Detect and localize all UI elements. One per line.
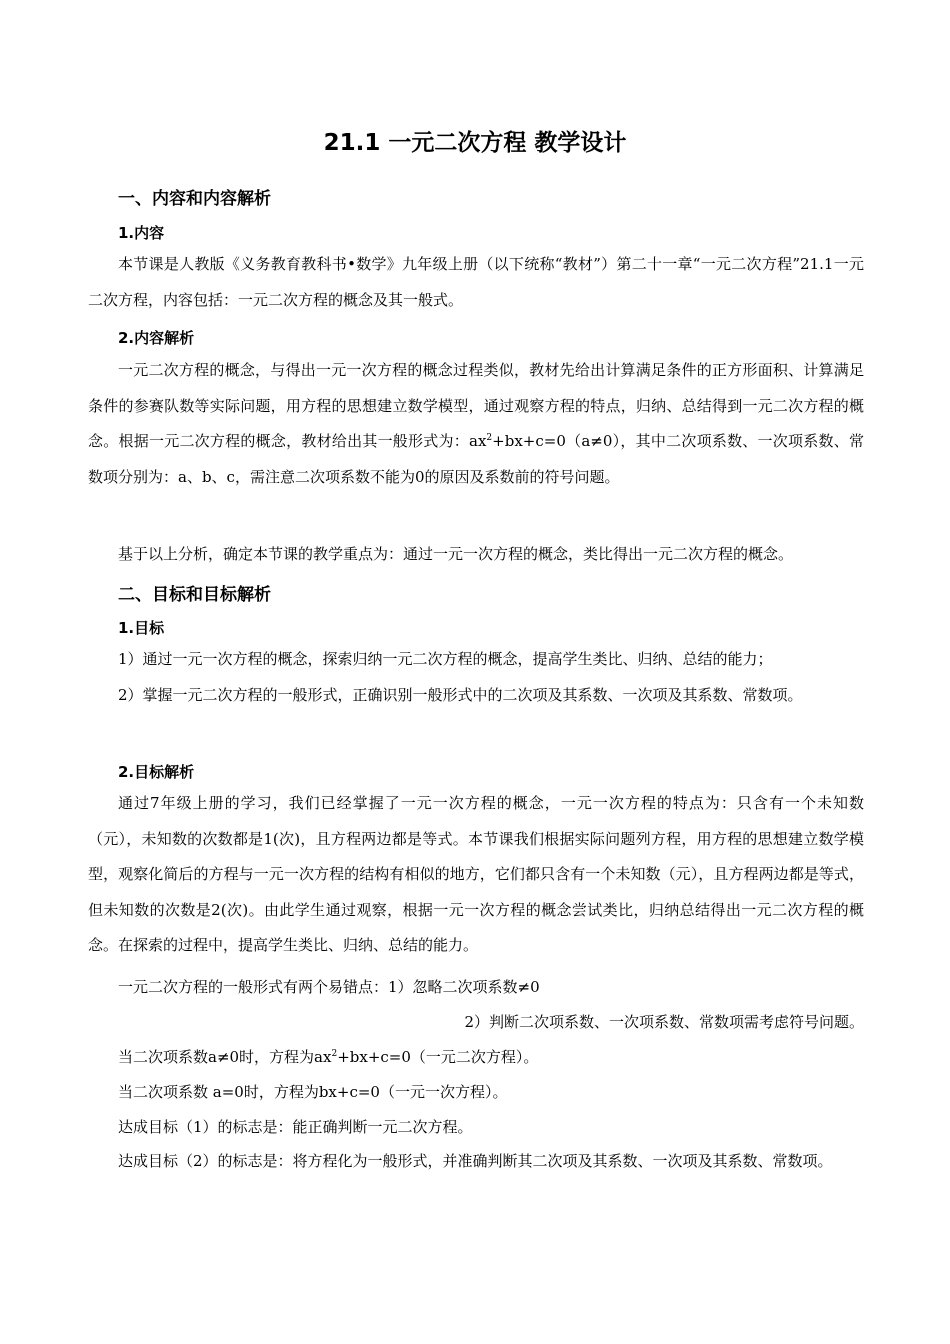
goal-1: 1）通过一元一次方程的概念，探索归纳一元二次方程的概念，提高学生类比、归纳、总结的能力； [118, 650, 773, 668]
section2-sub1-heading: 1.目标 [118, 619, 165, 637]
case-quadratic [118, 1046, 538, 1067]
section1-heading: 一、内容和内容解析 [118, 189, 271, 209]
goal-mark-2: 达成目标（2）的标志是：将方程化为一般形式，并准确判断其二次项及其系数、一次项及其系数、常数项。 [118, 1152, 833, 1170]
section1-analysis-paragraph [88, 353, 864, 495]
error-point-line1: 一元二次方程的一般形式有两个易错点：1）忽略二次项系数≠0 [118, 978, 540, 996]
section1-sub1-heading: 1.内容 [118, 224, 165, 242]
analysis-text-part2: +bx+c=0（a≠0），其中二次项系数、一次项系数、常数项分别为：a、b、c，需注意二次项系数不能为0的原因及系数前的符号问题。 [88, 432, 864, 486]
document-title: 21.1 一元二次方程 教学设计 [323, 130, 627, 156]
section2-sub2-heading: 2.目标解析 [118, 763, 195, 781]
error-point-line2: 2）判断二次项系数、一次项系数、常数项需考虑符号问题。 [464, 1013, 864, 1031]
case1-superscript: 2 [331, 1049, 338, 1059]
goal-2: 2）掌握一元二次方程的一般形式，正确识别一般形式中的二次项及其系数、一次项及其系数、常数项。 [118, 686, 803, 704]
case1-text-a: 当二次项系数a≠0时，方程为ax [118, 1048, 332, 1066]
analysis-text-part1: 一元二次方程的概念，与得出一元一次方程的概念过程类似，教材先给出计算满足条件的正方形面积、计算满足条件的参赛队数等实际问题，用方程的思想建立数学模型，通过观察方程的特点，归纳、总结得到一元二次方程的概念。根据一元二次方程的概念，教材给出其一般形式为：ax [88, 361, 864, 450]
section1-content-paragraph: 本节课是人教版《义务教育教科书•数学》九年级上册（以下统称“教材”）第二十一章“一元二次方程”21.1一元二次方程，内容包括：一元二次方程的概念及其一般式。 [88, 255, 864, 309]
case-linear: 当二次项系数 a=0时，方程为bx+c=0（一元一次方程）。 [118, 1083, 508, 1101]
goal-mark-1: 达成目标（1）的标志是：能正确判断一元二次方程。 [118, 1118, 473, 1136]
superscript-two: 2 [486, 433, 493, 443]
goal-analysis-paragraph: 通过7年级上册的学习，我们已经掌握了一元一次方程的概念，一元一次方程的特点为：只含有一个未知数（元），未知数的次数都是1(次)，且方程两边都是等式。本节课我们根据实际问题列方程，用方程的思想建立数学模型，观察化简后的方程与一元一次方程的结构有相似的地方，它们都只含有一个未知数（元），且方程两边都是等式，但未知数的次数是2(次)。由此学生通过观察，根据一元一次方程的概念尝试类比，归纳总结得出一元二次方程的概念。在探索的过程中，提高学生类比、归纳、总结的能力。 [88, 794, 864, 954]
section2-heading: 二、目标和目标解析 [118, 585, 271, 605]
case1-text-b: +bx+c=0（一元二次方程）。 [337, 1048, 539, 1066]
section1-sub2-heading: 2.内容解析 [118, 329, 195, 347]
section1-focus-paragraph: 基于以上分析，确定本节课的教学重点为：通过一元一次方程的概念，类比得出一元二次方程的概念。 [118, 545, 794, 563]
